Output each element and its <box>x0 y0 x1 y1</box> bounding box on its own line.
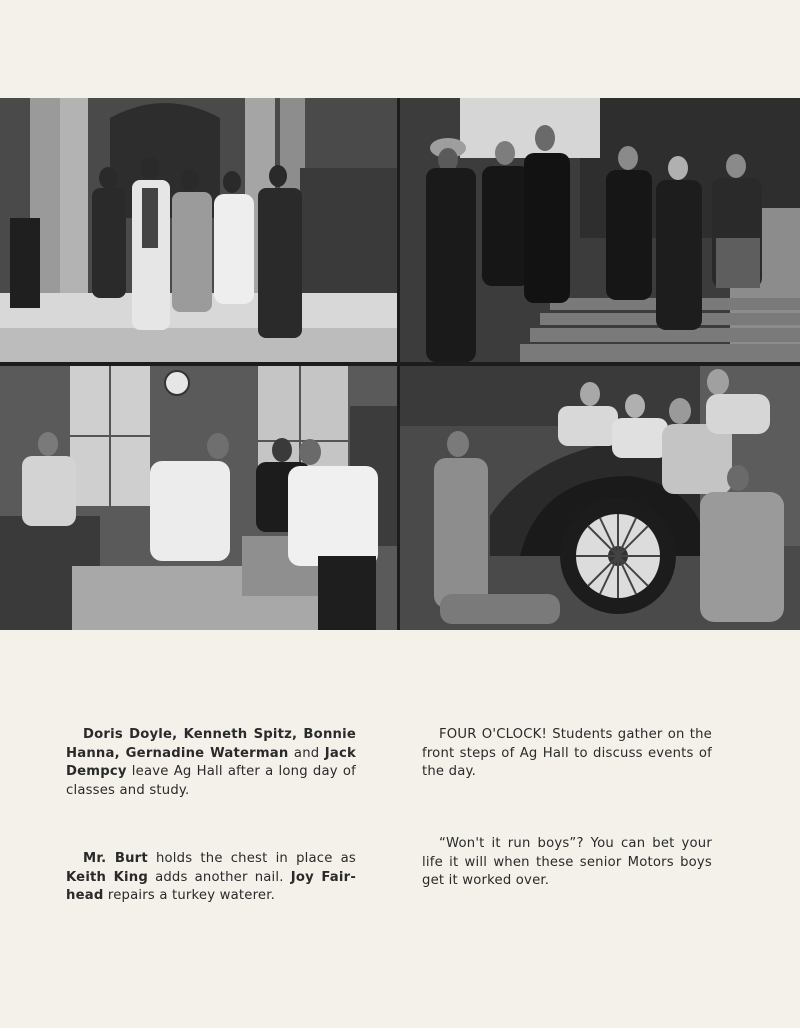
caption-names: Doris Doyle, Kenneth Spitz, Bonnie Hanna, Gernadine Waterman <box>66 727 356 761</box>
photo-shop-class-woodwork-image <box>0 366 397 630</box>
caption-names: Mr. Burt <box>83 851 148 866</box>
caption-names: Keith King <box>66 869 148 885</box>
photo-students-leaving-hall-image <box>0 98 397 362</box>
caption-students-leaving-hall <box>66 726 356 800</box>
photo-shop-class-woodwork <box>0 366 397 630</box>
caption-names: Jack Dempcy <box>66 745 356 779</box>
caption-shop-class <box>66 850 356 906</box>
caption-text: repairs a turkey waterer. <box>103 888 276 903</box>
caption-text: adds another nail. <box>148 869 291 885</box>
caption-names: Joy Fair-head <box>66 869 357 903</box>
photo-students-leaving-hall <box>0 98 397 362</box>
photo-grid <box>0 98 800 630</box>
caption-text: “Won't it run boys”? You can bet your life it will when these senior Motors boys get it worked over. <box>422 836 712 888</box>
caption-car-repair <box>422 835 712 891</box>
caption-front-steps <box>422 726 712 782</box>
photo-students-on-front-steps-image <box>400 98 800 362</box>
photo-motors-boys-car-repair-image <box>400 366 800 630</box>
caption-text: leave Ag Hall after a long day of classes and study. <box>66 764 356 798</box>
caption-text: FOUR O'CLOCK! Students gather on the front steps of Ag Hall to discuss events of the day. <box>422 727 712 779</box>
caption-text: and <box>288 745 325 761</box>
caption-text: holds the chest in place as <box>147 851 356 866</box>
photo-students-on-front-steps <box>400 98 800 362</box>
photo-motors-boys-car-repair <box>400 366 800 630</box>
